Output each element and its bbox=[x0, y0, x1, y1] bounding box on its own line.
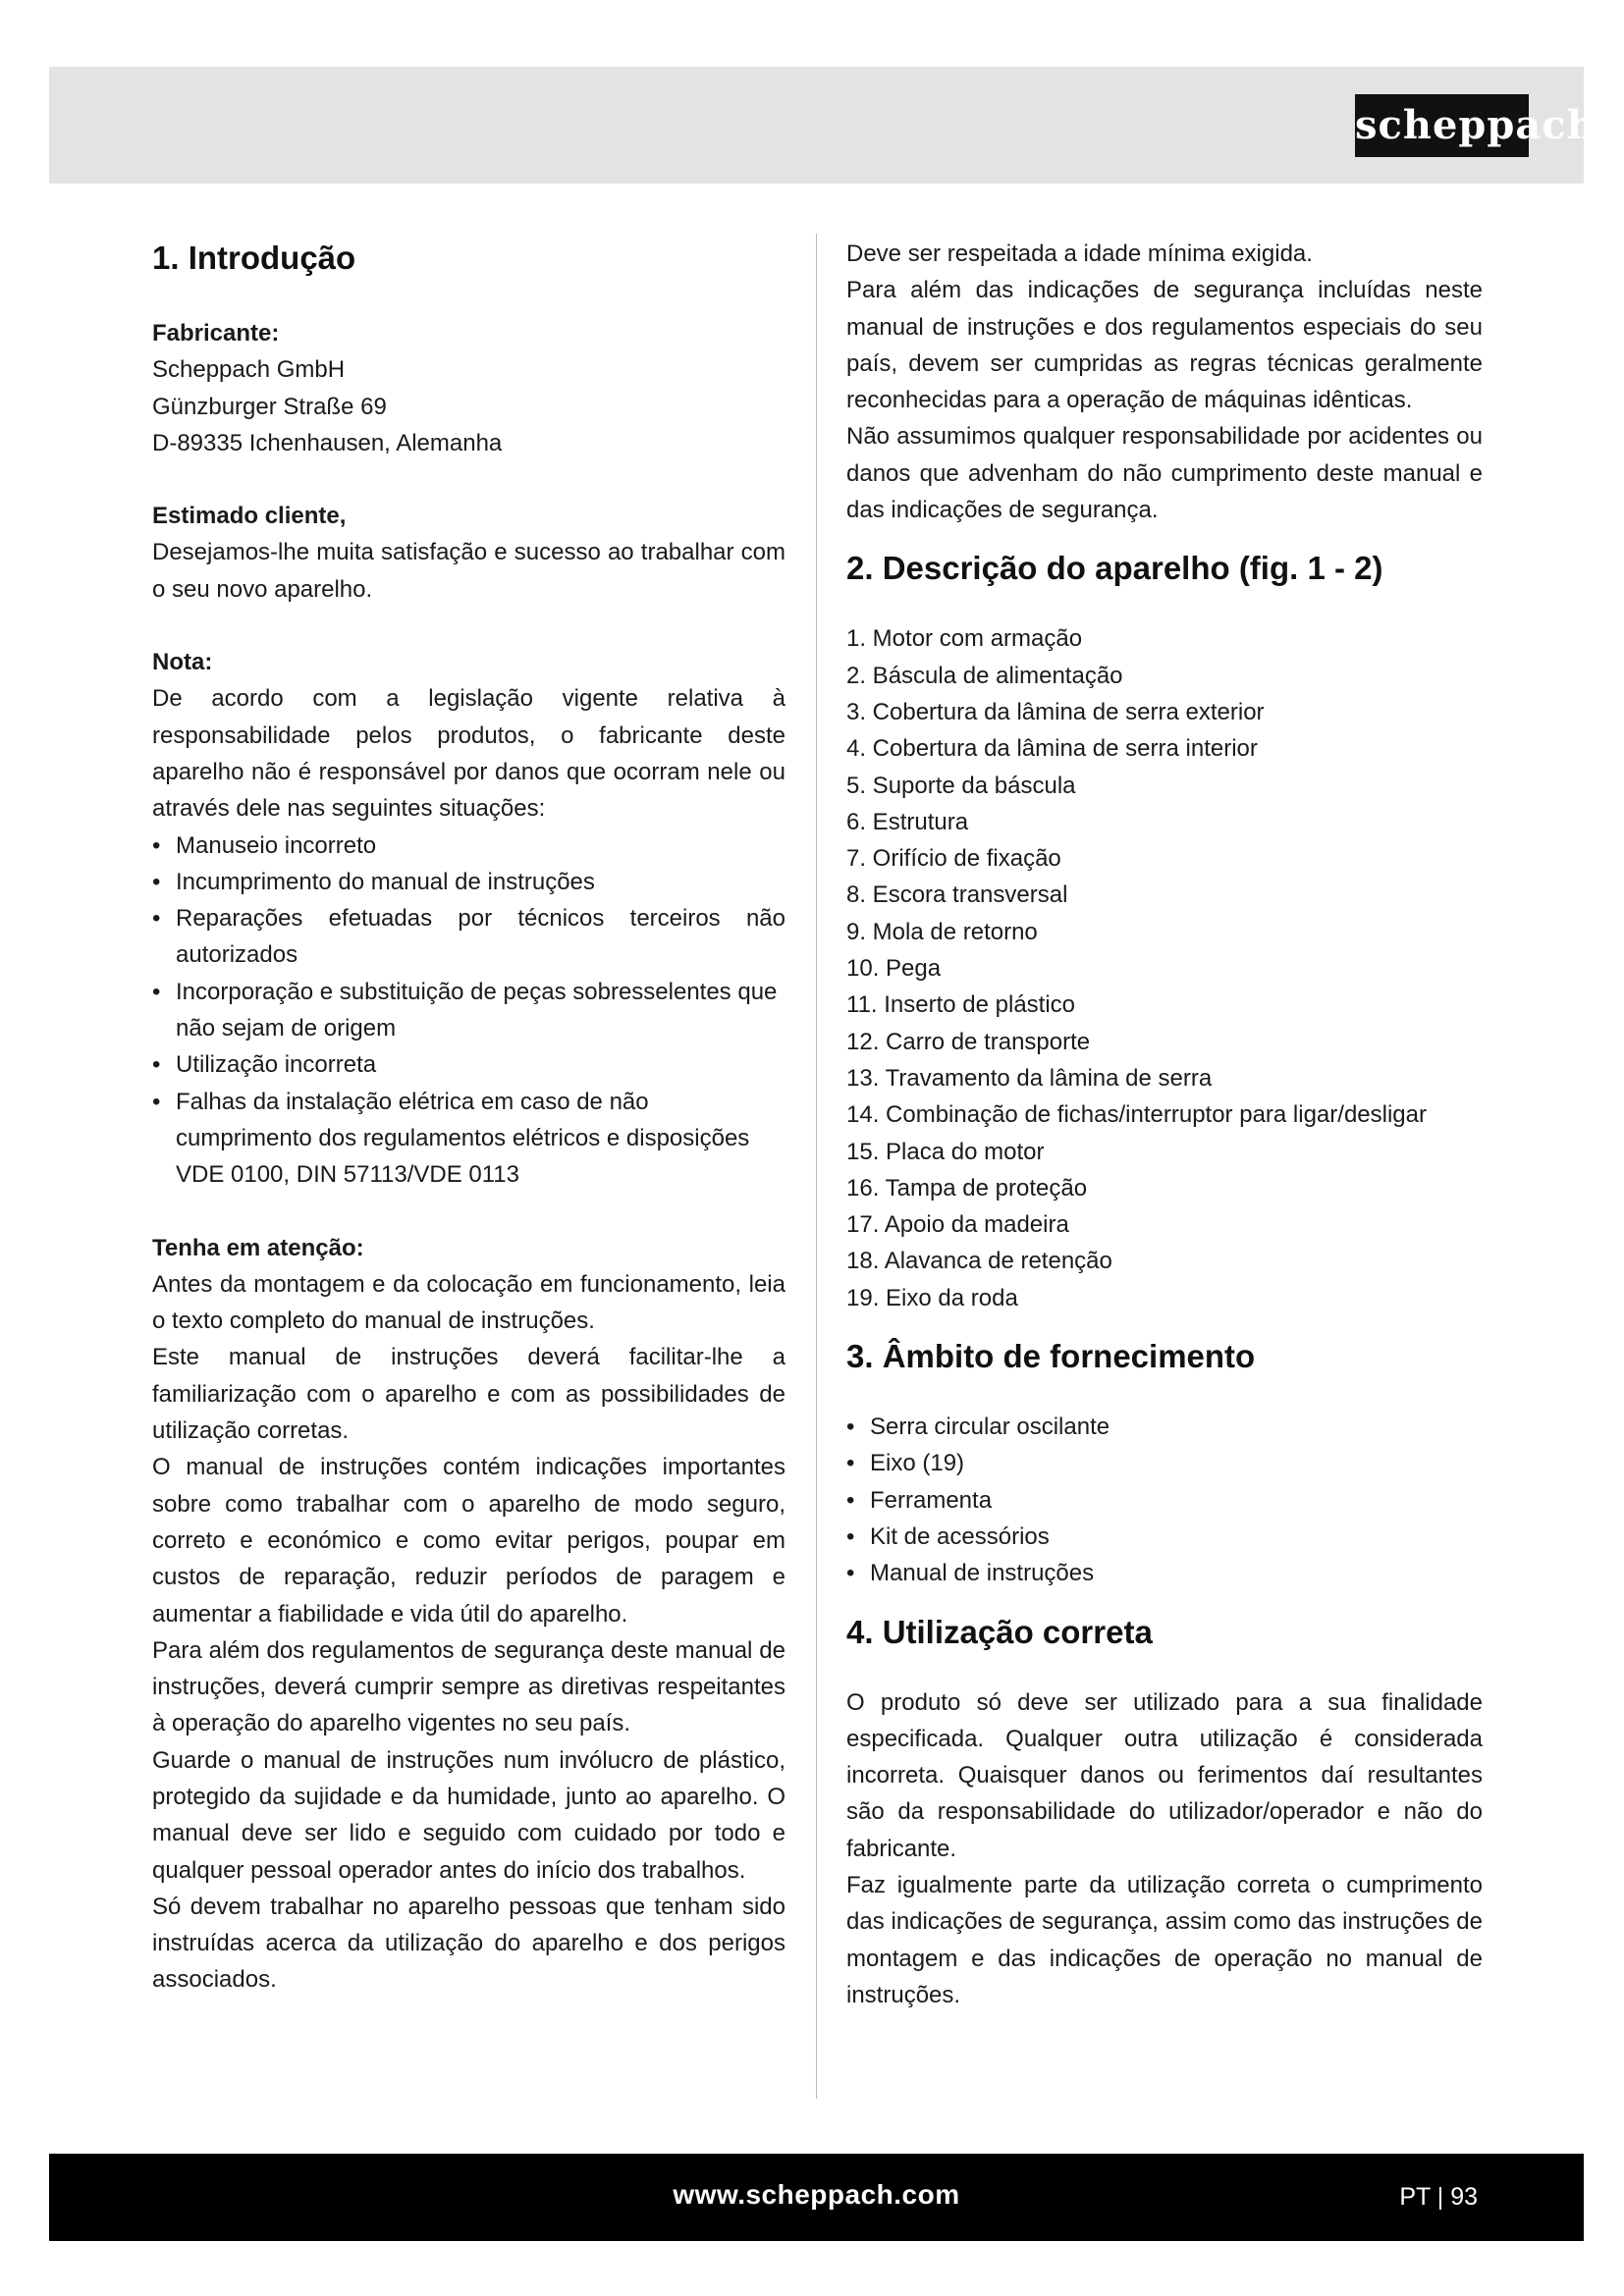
list-item: • Ferramenta bbox=[846, 1482, 1483, 1519]
note-list bbox=[152, 828, 785, 1194]
page-number: PT | 93 bbox=[1399, 2183, 1478, 2211]
list-item: 10. Pega bbox=[846, 955, 942, 983]
list-item: 18. Alavanca de retenção bbox=[846, 1248, 1112, 1275]
attention-label: Tenha em atenção: bbox=[152, 1234, 364, 1261]
list-item: 11. Inserto de plástico bbox=[846, 991, 1076, 1019]
manufacturer-city: D-89335 Ichenhausen, Alemanha bbox=[152, 429, 503, 456]
manufacturer-name: Scheppach GmbH bbox=[152, 356, 346, 384]
attention-paragraph: Este manual de instruções deverá facilitar-lhe a familiarização com o aparelho e com as possibilidades de utilização corretas. bbox=[152, 1344, 785, 1445]
section-title-usage: 4. Utilização correta bbox=[846, 1613, 1153, 1650]
list-item: • Incorporação e substituição de peças sobresselentes que não sejam de origem bbox=[152, 974, 785, 1047]
list-item: 17. Apoio da madeira bbox=[846, 1211, 1069, 1239]
manufacturer-street: Günzburger Straße 69 bbox=[152, 393, 387, 420]
parts-list bbox=[846, 620, 1483, 1316]
manufacturer-label: Fabricante: bbox=[152, 320, 280, 347]
attention-paragraph: Guarde o manual de instruções num invólucro de plástico, protegido da sujidade e da humidade, junto ao aparelho. O manual deve ser lido e seguido com cuidado por todo e qualquer pessoal operador antes do início dos trabalhos. bbox=[152, 1746, 785, 1884]
list-item: 7. Orifício de fixação bbox=[846, 845, 1061, 873]
dear-customer-text: Desejamos-lhe muita satisfação e sucesso ao trabalhar com o seu novo aparelho. bbox=[152, 539, 785, 603]
column-divider bbox=[816, 234, 817, 2099]
attention-paragraph: O manual de instruções contém indicações importantes sobre como trabalhar com o aparelho de modo seguro, correto e económico e como evitar perigos, poupar em custos de reparação, reduzir períodos de paragem e aumentar a fiabilidade e vida útil do aparelho. bbox=[152, 1454, 785, 1628]
scheppach-logo: scheppach bbox=[1355, 94, 1529, 157]
list-item: 19. Eixo da roda bbox=[846, 1284, 1018, 1311]
usage-paragraph: Faz igualmente parte da utilização correta o cumprimento das indicações de segurança, assim como das instruções de montagem e das indicações de operação no manual de instruções. bbox=[846, 1871, 1483, 2008]
supply-list bbox=[846, 1409, 1483, 1591]
section-title-supply: 3. Âmbito de fornecimento bbox=[846, 1338, 1256, 1375]
list-item: 8. Escora transversal bbox=[846, 881, 1068, 909]
list-item: 9. Mola de retorno bbox=[846, 918, 1038, 945]
website-url: www.scheppach.com bbox=[673, 2179, 960, 2210]
list-item: 1. Motor com armação bbox=[846, 625, 1083, 653]
list-item: • Kit de acessórios bbox=[846, 1519, 1483, 1555]
list-item: • Manuseio incorreto bbox=[152, 828, 785, 864]
list-item: 15. Placa do motor bbox=[846, 1138, 1045, 1165]
list-item: • Incumprimento do manual de instruções bbox=[152, 864, 785, 900]
section-title-introduction: 1. Introdução bbox=[152, 240, 356, 276]
list-item: 14. Combinação de fichas/interruptor para ligar/desligar bbox=[846, 1101, 1427, 1129]
page-footer bbox=[49, 2154, 1584, 2241]
rules-paragraph: Para além das indicações de segurança incluídas neste manual de instruções e dos regulamentos especiais do seu país, devem ser cumpridas as regras técnicas geralmente reconhecidas para a operação de máquinas idênticas. bbox=[846, 277, 1483, 414]
page-header bbox=[49, 67, 1597, 184]
list-item: • Utilização incorreta bbox=[152, 1046, 785, 1083]
list-item: 13. Travamento da lâmina de serra bbox=[846, 1064, 1213, 1092]
liability-paragraph: Não assumimos qualquer responsabilidade por acidentes ou danos que advenham do não cumprimento deste manual e das indicações de segurança. bbox=[846, 423, 1483, 524]
list-item: • Eixo (19) bbox=[846, 1445, 1483, 1481]
attention-paragraph: Para além dos regulamentos de segurança deste manual de instruções, deverá cumprir sempre as diretivas respeitantes à operação do aparelho vigentes no seu país. bbox=[152, 1636, 785, 1737]
list-item: 12. Carro de transporte bbox=[846, 1028, 1091, 1055]
list-item: 16. Tampa de proteção bbox=[846, 1174, 1088, 1201]
section-title-description: 2. Descrição do aparelho (fig. 1 - 2) bbox=[846, 550, 1383, 587]
left-column bbox=[152, 236, 785, 1999]
attention-paragraph: Antes da montagem e da colocação em funcionamento, leia o texto completo do manual de instruções. bbox=[152, 1270, 785, 1335]
list-item: 3. Cobertura da lâmina de serra exterior bbox=[846, 698, 1265, 725]
list-item: • Falhas da instalação elétrica em caso de não cumprimento dos regulamentos elétricos e disposições VDE 0100, DIN 57113/VDE 0113 bbox=[152, 1084, 785, 1194]
list-item: • Reparações efetuadas por técnicos terceiros não autorizados bbox=[152, 900, 785, 974]
list-item: 6. Estrutura bbox=[846, 808, 969, 835]
note-text: De acordo com a legislação vigente relativa à responsabilidade pelos produtos, o fabricante deste aparelho não é responsável por danos que ocorram nele ou através dele nas seguintes situações: bbox=[152, 685, 785, 823]
right-column bbox=[846, 236, 1483, 2013]
age-paragraph: Deve ser respeitada a idade mínima exigida. bbox=[846, 240, 1313, 267]
usage-paragraph: O produto só deve ser utilizado para a sua finalidade especificada. Qualquer outra utilização é considerada incorreta. Quaisquer danos ou ferimentos daí resultantes são da responsabilidade do utilizador/operador e não do fabricante. bbox=[846, 1688, 1483, 1862]
attention-paragraph: Só devem trabalhar no aparelho pessoas que tenham sido instruídas acerca da utilização do aparelho e dos perigos associados. bbox=[152, 1893, 785, 1994]
list-item: 5. Suporte da báscula bbox=[846, 772, 1076, 799]
list-item: 4. Cobertura da lâmina de serra interior bbox=[846, 735, 1258, 763]
list-item: • Serra circular oscilante bbox=[846, 1409, 1483, 1445]
note-label: Nota: bbox=[152, 649, 213, 676]
dear-customer-label: Estimado cliente, bbox=[152, 503, 347, 530]
list-item: • Manual de instruções bbox=[846, 1555, 1483, 1591]
list-item: 2. Báscula de alimentação bbox=[846, 662, 1123, 689]
